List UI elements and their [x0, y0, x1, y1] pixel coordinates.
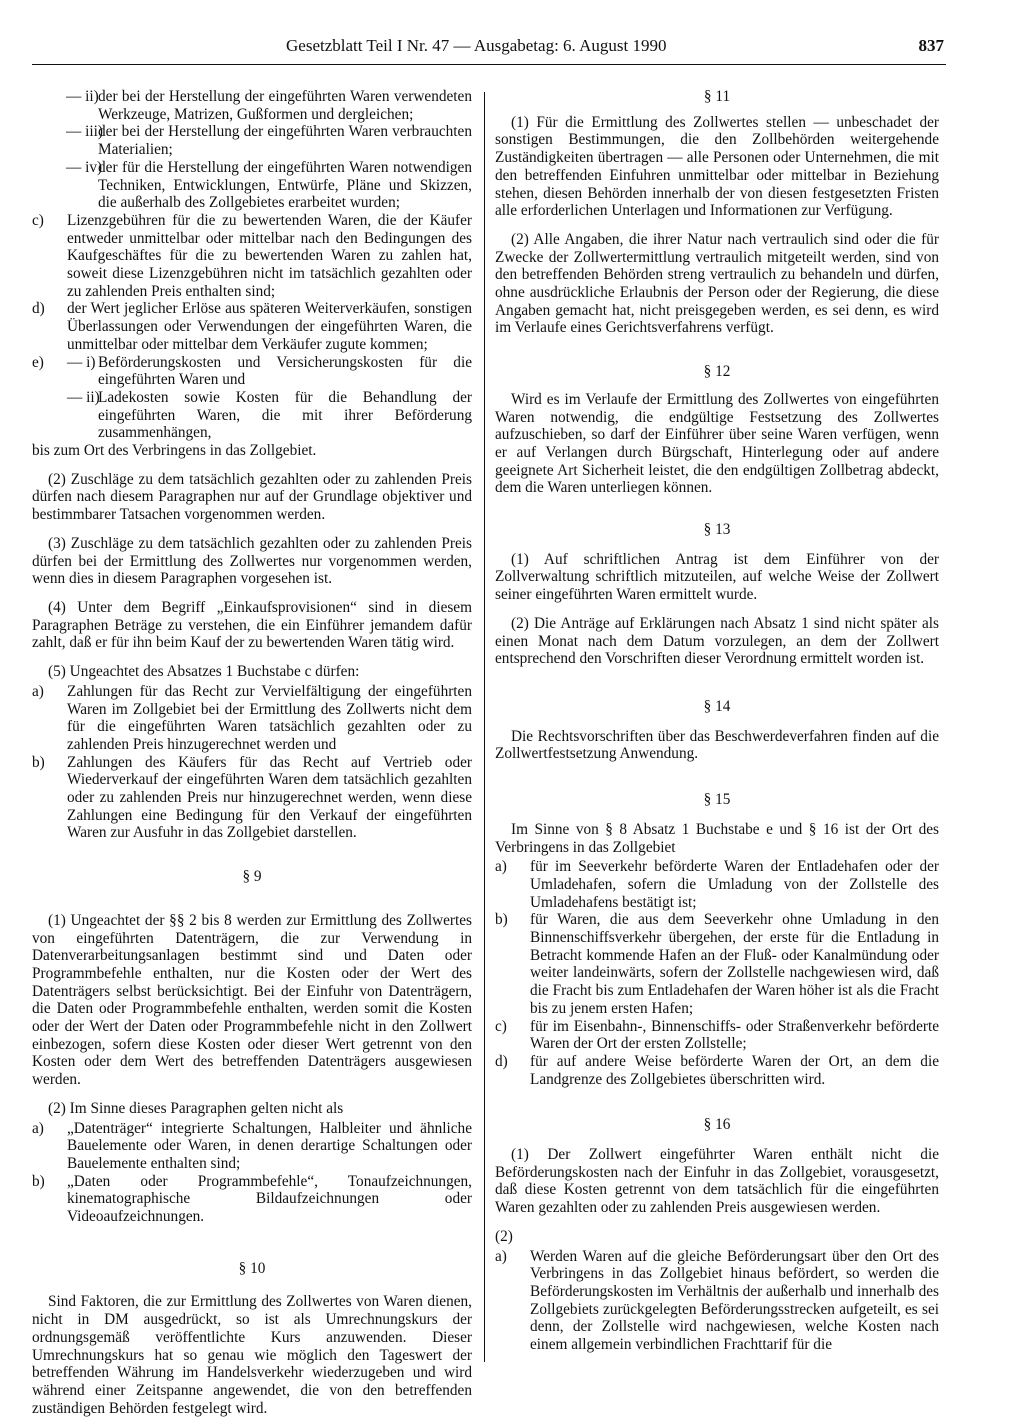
- list-item-d: [495, 1053, 939, 1088]
- paragraph: (2) Alle Angaben, die ihrer Natur nach vertraulich sind oder die für Zwecke der Zollwertermittlung vertraulich mitgeteilt werden, sind von den betreffenden Behörden streng vertraulich zu behandeln und dürfen, ohne ausdrückliche Erlaubnis der Person oder der Regierung, die diese Angaben gemacht hat, nicht preisgegeben werden, es sei denn, es wird im Verlaufe eines Gerichtsverfahrens verfügt.: [495, 230, 939, 337]
- section-heading: § 10: [238, 1259, 266, 1277]
- paragraph: (1) Der Zollwert eingeführter Waren enthält nicht die Beförderungskosten nach der Einfuhr in das Zollgebiet, vorausgesetzt, daß diese Kosten getrennt von dem tatsächlich für die eingeführten Waren gezahlten oder zu zahlenden Preis ausgewiesen werden.: [495, 1146, 939, 1217]
- page-header: [30, 36, 944, 60]
- item-text: für auf andere Weise beförderte Waren der Ort, an dem die Landgrenze des Zollgebietes überschritten wird.: [530, 1052, 939, 1088]
- paragraph: (2): [495, 1227, 513, 1245]
- item-label: b): [32, 753, 45, 771]
- paragraph: (1) Für die Ermittlung des Zollwertes stellen — unbeschadet der sonstigen Bestimmungen, die den Zollbehörden weitergehende Zuständigkeiten übertragen — alle Personen oder Unternehmen, die mit den betreffenden Einfuhren unmittelbar oder mittelbar in Beziehung stehen, diesen Behörden innerhalb der von diesen festgesetzten Fristen alle erforderlichen Unterlagen und Informationen zur Verfügung.: [495, 113, 939, 220]
- item-text: der Wert jeglicher Erlöse aus späteren Weiterverkäufen, sonstigen Überlassungen oder Verwendungen der eingeführten Waren, die unmittelbar oder mittelbar dem Verkäufer zugute kommen;: [67, 300, 472, 353]
- list-item-iii: [32, 123, 472, 158]
- item-label: — ii): [66, 88, 99, 105]
- item-text: „Datenträger“ integrierte Schaltungen, Halbleiter und ähnliche Bauelemente oder Waren, in denen derartige Schaltungen oder Bauelemente enthalten sind;: [67, 1119, 472, 1172]
- item-label: a): [495, 1247, 507, 1265]
- item-label: — iii): [66, 123, 103, 141]
- paragraph: Sind Faktoren, die zur Ermittlung des Zollwertes von Waren dienen, nicht in DM ausgedrückt, so ist als Umrechnungskurs der ordnungsgemäß veröffentlichte Kurs anzuwenden. Dieser Umrechnungskurs hat so genau wie möglich den Tageswert der betreffenden Währung im Handelsverkehr wiederzugeben und wird während einer Zeitspanne angewendet, die von den betreffenden zuständigen Behörden festgelegt wird.: [32, 1293, 472, 1417]
- list-item-b: [32, 1173, 472, 1226]
- item-label: a): [32, 1119, 44, 1137]
- item-text: für im Seeverkehr beförderte Waren der Entladehafen oder der Umladehafen, sofern die Umladung von der Zollstelle des Umladehafens bestätigt ist;: [530, 858, 939, 911]
- section-heading: § 9: [242, 868, 262, 886]
- item-label: d): [495, 1052, 508, 1070]
- list-item-e-i: [32, 354, 472, 389]
- item-text: der bei der Herstellung der eingeführten Waren verbrauchten Materialien;: [98, 123, 472, 159]
- list-item-c: [495, 1018, 939, 1053]
- item-text: der bei der Herstellung der eingeführten Waren verwendeten Werkzeuge, Matrizen, Gußformen und dergleichen;: [98, 88, 472, 123]
- item-label: b): [32, 1172, 45, 1190]
- item-text: Zahlungen des Käufers für das Recht auf Vertrieb oder Wiederverkauf der eingeführten Waren dem tatsächlich gezahlten oder zu zahlenden Preis nur hinzugerechnet werden, wenn diese Zahlungen eine Bedingung für den Verkauf der eingeführten Waren zur Ausfuhr in das Zollgebiet darstellen.: [67, 753, 472, 842]
- list-item-a: [495, 858, 939, 911]
- paragraph: bis zum Ort des Verbringens in das Zollgebiet.: [32, 442, 317, 460]
- item-text: der für die Herstellung der eingeführten Waren notwendigen Techniken, Entwicklungen, Entwürfe, Pläne und Skizzen, die außerhalb des Zollgebietes erarbeitet wurden;: [98, 158, 472, 212]
- paragraph: (2) Zuschläge zu dem tatsächlich gezahlten oder zu zahlenden Preis dürfen nach diesem Paragraphen nur auf der Grundlage objektiver und bestimmbarer Tatsachen vorgenommen werden.: [32, 470, 472, 524]
- item-label: c): [32, 211, 44, 229]
- list-item-iv: [32, 159, 472, 212]
- list-item-c: [32, 212, 472, 301]
- list-item-d: [32, 300, 472, 353]
- item-label: — iv): [66, 158, 103, 176]
- item-text: Werden Waren auf die gleiche Beförderungsart über den Ort des Verbringens in das Zollgebiet hinaus befördert, so werden die Beförderungskosten im Verhältnis der außerhalb und innerhalb des Zollgebiets zurückgelegten Beförderungsstrecken aufgeteilt, es sei denn, der Zollstelle wird nachgewiesen, welche Kosten nach einem allgemein verbindlichen Frachttarif für die: [530, 1247, 939, 1354]
- list-item-a: [32, 683, 472, 754]
- column-divider: [484, 92, 485, 1362]
- item-label: a): [32, 682, 44, 700]
- section-heading: § 16: [703, 1116, 731, 1134]
- list-item-b: [32, 754, 472, 843]
- item-label: b): [495, 911, 508, 929]
- section-heading: § 12: [703, 363, 731, 381]
- item-text: Beförderungskosten und Versicherungskosten für die eingeführten Waren und: [98, 353, 472, 389]
- list-item-a: [32, 1120, 472, 1173]
- page-number: 837: [918, 36, 944, 55]
- item-sublabel: — i): [67, 353, 96, 371]
- paragraph: (3) Zuschläge zu dem tatsächlich gezahlten oder zu zahlenden Preis dürfen bei der Ermittlung des Zollwertes nur vorgenommen werden, wenn dies in diesem Paragraphen vorgesehen ist.: [32, 534, 472, 588]
- paragraph: (1) Ungeachtet der §§ 2 bis 8 werden zur Ermittlung des Zollwertes von eingeführten Datenträgern, die zur Verwendung in Datenverarbeitungsanlagen bestimmt sind und Daten oder Programmbefehle enthalten, nur die Kosten oder der Wert des Datenträgers selbst berücksichtigt. Bei der Einfuhr von Datenträgern, die Daten oder Programmbefehle enthalten, werden somit die Kosten oder der Wert der Daten oder Programmbefehle nicht in den Zollwert einbezogen, sofern diese Kosten oder dieser Wert getrennt von den Kosten oder dem Wert des betreffenden Datenträgers ausgewiesen werden.: [32, 911, 472, 1089]
- item-text: Ladekosten sowie Kosten für die Behandlung der eingeführten Waren, die mit ihrer Beförderung zusammenhängen,: [98, 388, 472, 442]
- item-label: c): [495, 1017, 507, 1035]
- paragraph: (1) Auf schriftlichen Antrag ist dem Einführer von der Zollverwaltung schriftlich mitzuteilen, auf welche Weise der Zollwert seiner eingeführten Waren ermittelt wurde.: [495, 550, 939, 604]
- item-sublabel: — ii): [67, 388, 100, 406]
- right-column: [495, 88, 939, 1354]
- paragraph: Die Rechtsvorschriften über das Beschwerdeverfahren finden auf die Zollwertfestsetzung Anwendung.: [495, 727, 939, 763]
- paragraph: (2) Die Anträge auf Erklärungen nach Absatz 1 sind nicht später als einen Monat nach dem Datum vorzulegen, an dem der Zollwert entsprechend den Vorschriften dieser Verordnung ermittelt worden ist.: [495, 614, 939, 668]
- item-text: Zahlungen für das Recht zur Vervielfältigung der eingeführten Waren im Zollgebiet bei der Ermittlung des Zollwerts nicht dem für die eingeführten Waren tatsächlich gezahlten oder zu zahlenden Preis hinzugerechnet werden und: [67, 682, 472, 753]
- item-label: a): [495, 858, 507, 876]
- section-heading: § 15: [703, 791, 731, 809]
- paragraph: Wird es im Verlaufe der Ermittlung des Zollwertes von eingeführten Waren notwendig, die endgültige Festsetzung des Zollwertes aufzuschieben, so darf der Einführer über seine Waren verfügen, wenn er auf Verlangen durch Bürgschaft, Hinterlegung oder auf andere geeignete Art Sicherheit leistet, die den endgültigen Zollbetrag abdeckt, dem die Waren unterliegen können.: [495, 390, 939, 497]
- item-text: Lizenzgebühren für die zu bewertenden Waren, die der Käufer entweder unmittelbar oder mittelbar nach den Bedingungen des Kaufgeschäftes für die zu bewertenden Waren zu zahlen hat, soweit diese Lizenzgebühren nicht im tatsächlich gezahlten oder zu zahlenden Preis enthalten sind;: [67, 211, 472, 300]
- paragraph: (4) Unter dem Begriff „Einkaufsprovisionen“ sind in diesem Paragraphen Beträge zu verstehen, die ein Einführer jemandem dafür zahlt, daß er für ihn beim Kauf der zu bewertenden Waren tätig wird.: [32, 598, 472, 652]
- section-heading: § 11: [703, 88, 731, 105]
- list-item-b: [495, 911, 939, 1017]
- list-item-ii: [32, 88, 472, 123]
- section-heading: § 13: [703, 521, 731, 539]
- item-text: „Daten oder Programmbefehle“, Tonaufzeichnungen, kinematographische Bildaufzeichnungen oder Videoaufzeichnungen.: [67, 1172, 472, 1226]
- item-text: für Waren, die aus dem Seeverkehr ohne Umladung in den Binnenschiffsverkehr übergehen, der erste für die Entladung in Betracht kommende Hafen an der Fluß- oder Kanalmündung oder weiter landeinwärts, sofern der Zollstelle nachgewiesen wird, daß die Fracht bis zum Entladehafen der Waren höher ist als die Fracht bis zu jenem ersten Hafen;: [530, 911, 939, 1017]
- section-heading: § 14: [703, 697, 731, 715]
- paragraph: Im Sinne von § 8 Absatz 1 Buchstabe e und § 16 ist der Ort des Verbringens in das Zollgebiet: [495, 820, 939, 856]
- item-text: für im Eisenbahn-, Binnenschiffs- oder Straßenverkehr beförderte Waren der Ort der ersten Zollstelle;: [530, 1017, 939, 1053]
- paragraph: (2) Im Sinne dieses Paragraphen gelten nicht als: [48, 1099, 344, 1117]
- list-item-a: [495, 1248, 939, 1354]
- item-label: d): [32, 300, 45, 318]
- paragraph: (5) Ungeachtet des Absatzes 1 Buchstabe c dürfen:: [48, 663, 360, 681]
- left-column: [32, 88, 472, 1428]
- header-rule: [32, 64, 946, 65]
- list-item-e-ii: [32, 389, 472, 442]
- item-label: e): [32, 353, 44, 371]
- page-title: Gesetzblatt Teil I Nr. 47 — Ausgabetag: 6. August 1990: [286, 36, 667, 55]
